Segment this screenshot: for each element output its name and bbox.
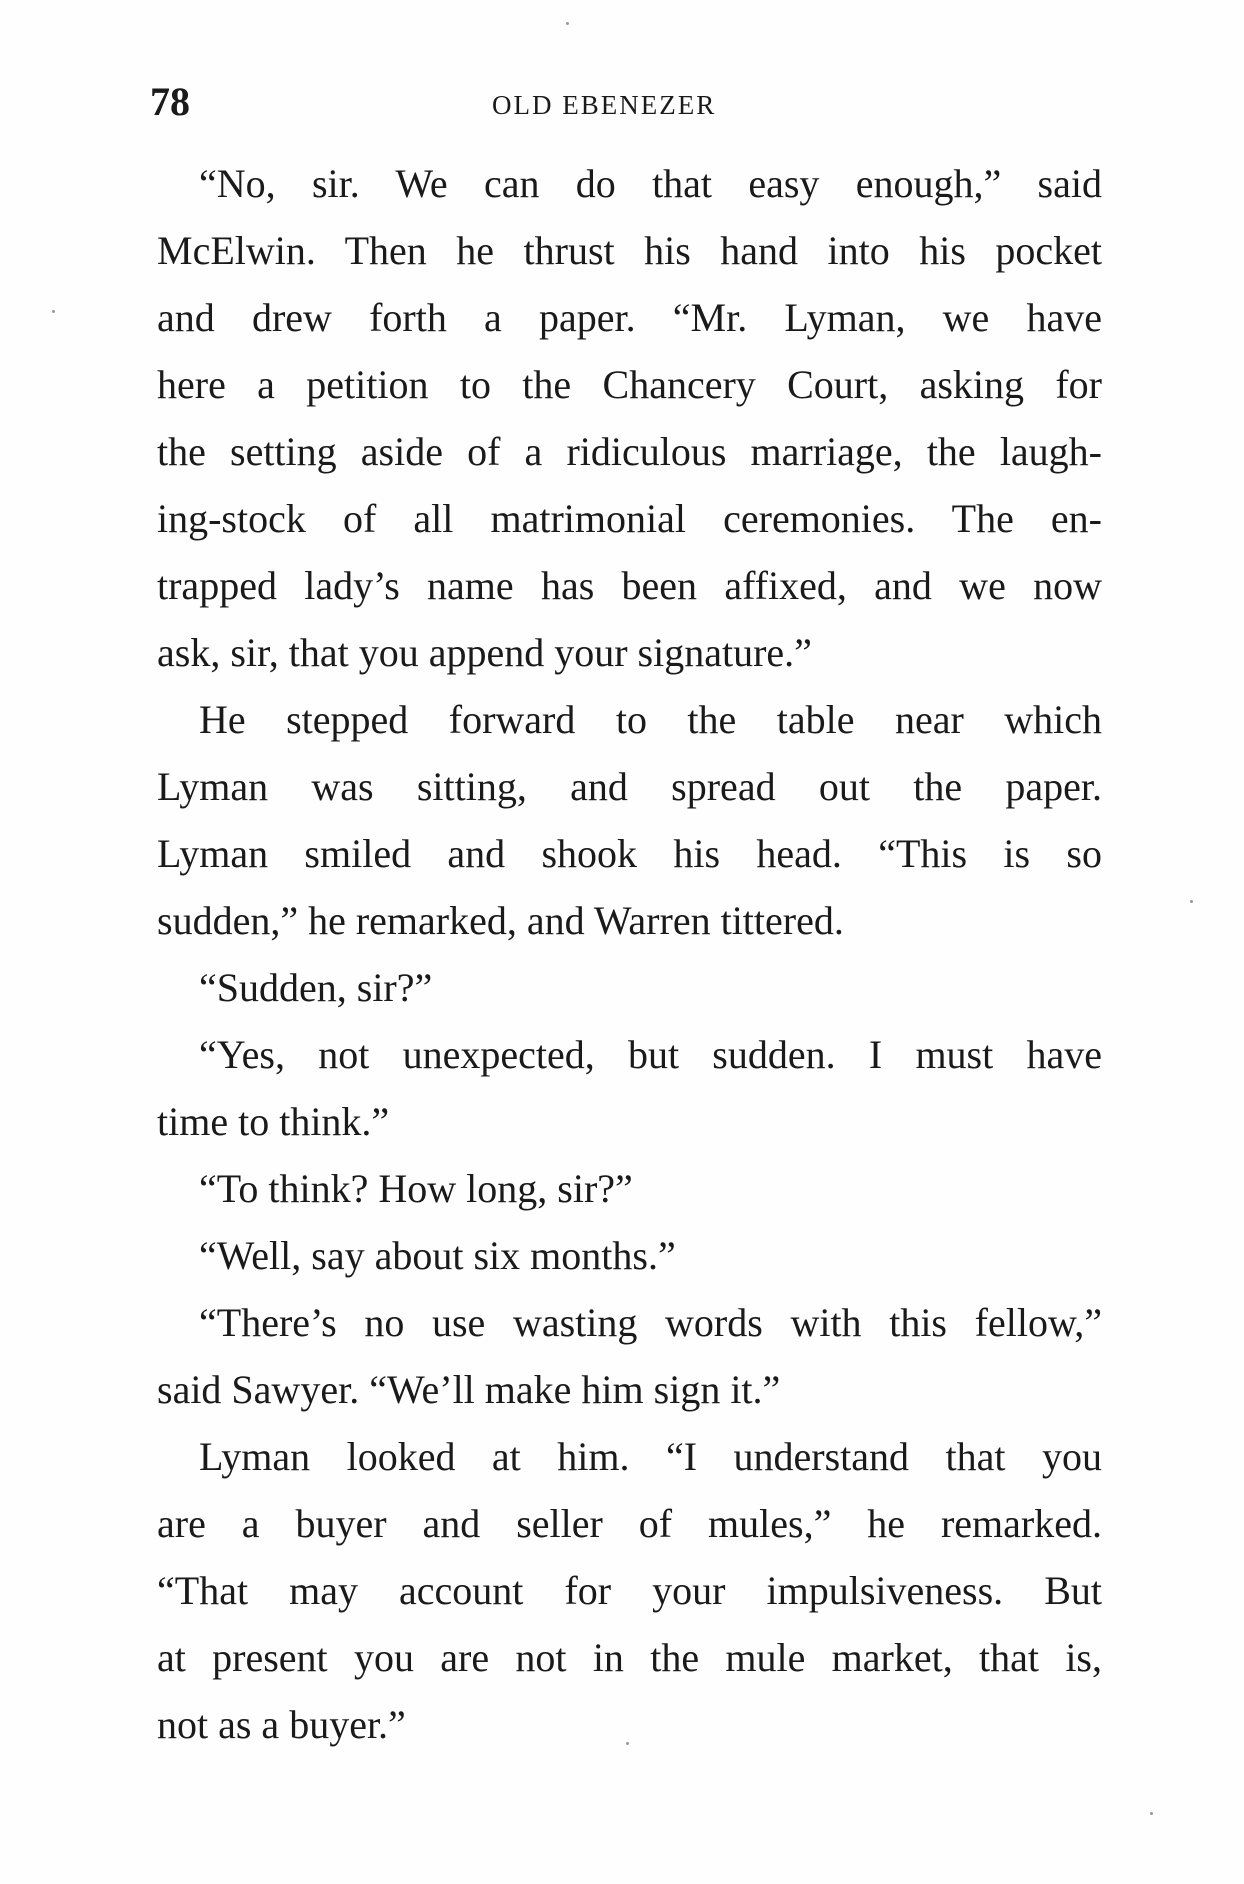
text-line: Lyman was sitting, and spread out the paper. bbox=[157, 764, 1102, 809]
text-line: “To think? How long, sir?” bbox=[199, 1166, 633, 1211]
text-line: He stepped forward to the table near which bbox=[199, 697, 1102, 742]
page-number: 78 bbox=[150, 79, 190, 124]
text-line: Lyman looked at him. “I understand that you bbox=[199, 1434, 1102, 1479]
text-line: McElwin. Then he thrust his hand into his pocket bbox=[157, 228, 1102, 273]
text-line: at present you are not in the mule market, that is, bbox=[157, 1635, 1102, 1680]
text-line: and drew forth a paper. “Mr. Lyman, we have bbox=[157, 295, 1102, 340]
text-line: ask, sir, that you append your signature.” bbox=[157, 630, 812, 675]
paper-speck bbox=[1150, 1812, 1153, 1815]
text-line: sudden,” he remarked, and Warren tittered. bbox=[157, 898, 844, 943]
text-line: are a buyer and seller of mules,” he remarked. bbox=[157, 1501, 1102, 1546]
running-title: OLD EBENEZER bbox=[492, 90, 717, 120]
text-line: ing-stock of all matrimonial ceremonies. The en- bbox=[157, 496, 1102, 541]
text-line: “That may account for your impulsiveness. But bbox=[157, 1568, 1102, 1613]
paper-speck bbox=[566, 22, 569, 25]
text-line: trapped lady’s name has been affixed, and we now bbox=[157, 563, 1102, 608]
text-line: said Sawyer. “We’ll make him sign it.” bbox=[157, 1367, 781, 1412]
page-header bbox=[150, 78, 1110, 128]
text-line: not as a buyer.” bbox=[157, 1702, 406, 1747]
text-line: the setting aside of a ridiculous marriage, the laugh- bbox=[157, 429, 1102, 474]
body-text bbox=[157, 150, 1102, 1758]
text-line: “Sudden, sir?” bbox=[199, 965, 433, 1010]
text-line: here a petition to the Chancery Court, asking for bbox=[157, 362, 1102, 407]
paper-speck bbox=[52, 310, 55, 313]
paper-speck bbox=[1190, 900, 1193, 903]
text-line: “Well, say about six months.” bbox=[199, 1233, 676, 1278]
text-line: Lyman smiled and shook his head. “This is so bbox=[157, 831, 1102, 876]
text-line: time to think.” bbox=[157, 1099, 390, 1144]
paper-speck bbox=[626, 1742, 629, 1745]
text-line: “Yes, not unexpected, but sudden. I must have bbox=[199, 1032, 1102, 1077]
text-line: “There’s no use wasting words with this fellow,” bbox=[199, 1300, 1102, 1345]
text-line: “No, sir. We can do that easy enough,” said bbox=[199, 161, 1102, 206]
